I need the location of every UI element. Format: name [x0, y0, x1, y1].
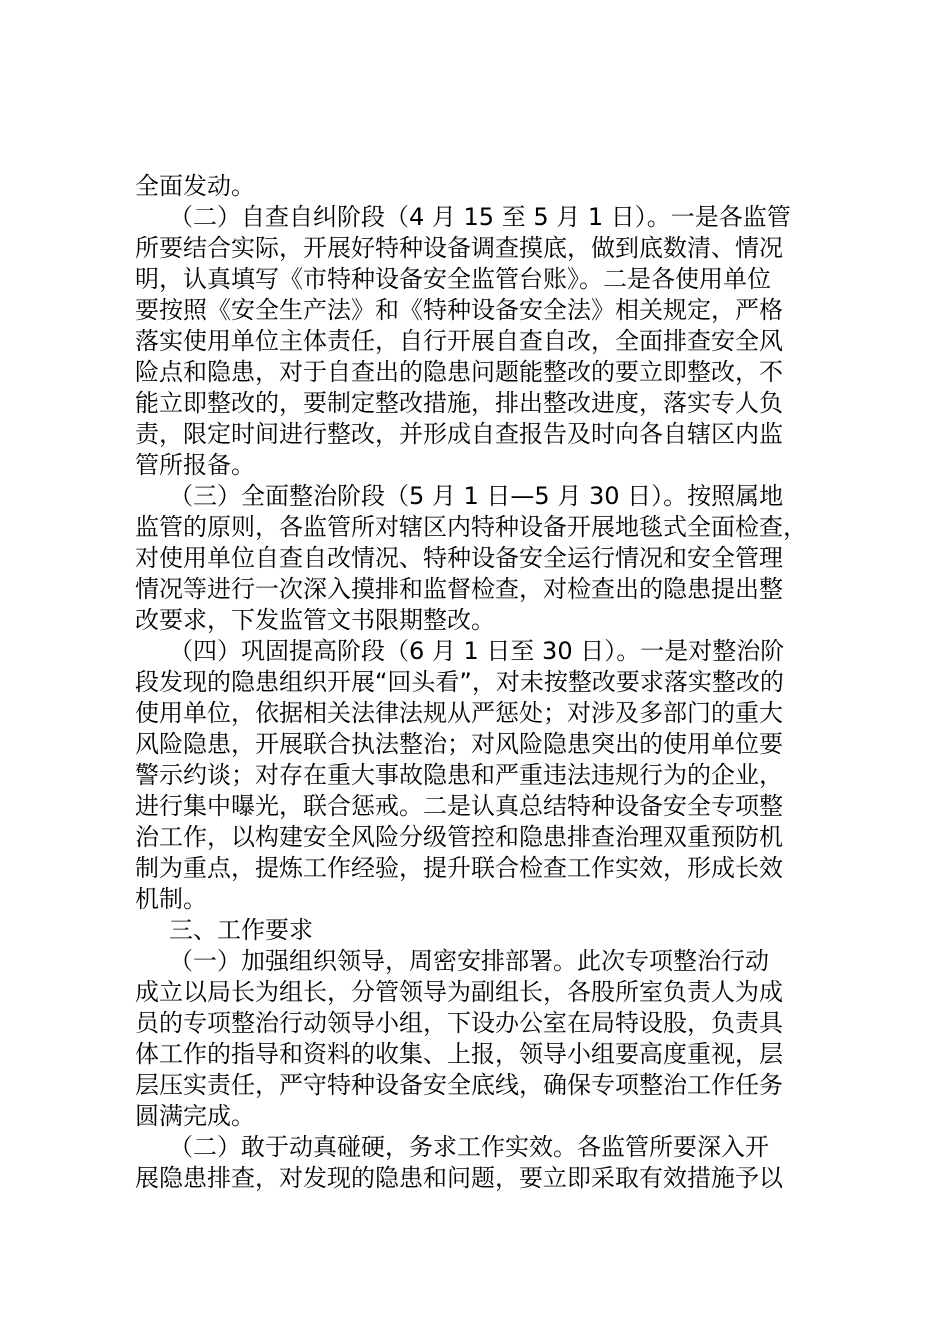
text-line: 对使用单位自查自改情况、特种设备安全运行情况和安全管理 — [135, 544, 783, 572]
text-line: 责，限定时间进行整改，并形成自查报告及时向各自辖区内监 — [135, 420, 783, 448]
text-line: 险点和隐患，对于自查出的隐患问题能整改的要立即整改，不 — [135, 358, 783, 386]
text-line: 所要结合实际，开展好特种设备调查摸底，做到底数清、情况 — [135, 234, 783, 262]
text-line: 警示约谈；对存在重大事故隐患和严重违法违规行为的企业， — [135, 761, 783, 789]
text-line: 能立即整改的，要制定整改措施，排出整改进度，落实专人负 — [135, 389, 783, 417]
text-line: 情况等进行一次深入摸排和监督检查，对检查出的隐患提出整 — [135, 575, 783, 603]
text-line: （三）全面整治阶段（5 月 1 日—5 月 30 日）。按照属地 — [169, 482, 784, 510]
text-line: （一）加强组织领导，周密安排部署。此次专项整治行动 — [169, 947, 769, 975]
text-line: （二）敢于动真碰硬，务求工作实效。各监管所要深入开 — [169, 1133, 769, 1161]
text-line: 三、工作要求 — [169, 916, 313, 944]
text-line: （二）自查自纠阶段（4 月 15 至 5 月 1 日）。一是各监管 — [169, 203, 791, 231]
text-line: （四）巩固提高阶段（6 月 1 日至 30 日）。一是对整治阶 — [169, 637, 785, 665]
text-line: 进行集中曝光，联合惩戒。二是认真总结特种设备安全专项整 — [135, 792, 783, 820]
text-line: 圆满完成。 — [135, 1102, 255, 1130]
text-line: 监管的原则，各监管所对辖区内特种设备开展地毯式全面检查， — [135, 513, 807, 541]
text-line: 改要求，下发监管文书限期整改。 — [135, 606, 495, 634]
text-line: 要按照《安全生产法》和《特种设备安全法》相关规定，严格 — [135, 296, 783, 324]
text-line: 体工作的指导和资料的收集、上报，领导小组要高度重视，层 — [135, 1040, 783, 1068]
text-line: 管所报备。 — [135, 451, 255, 479]
text-line: 治工作，以构建安全风险分级管控和隐患排查治理双重预防机 — [135, 823, 783, 851]
text-line: 全面发动。 — [135, 172, 255, 200]
document-body — [135, 171, 835, 1194]
text-line: 展隐患排查，对发现的隐患和问题，要立即采取有效措施予以 — [135, 1164, 783, 1192]
text-line: 制为重点，提炼工作经验，提升联合检查工作实效，形成长效 — [135, 854, 783, 882]
text-line: 落实使用单位主体责任，自行开展自查自改，全面排查安全风 — [135, 327, 783, 355]
text-line: 员的专项整治行动领导小组，下设办公室在局特设股，负责具 — [135, 1009, 783, 1037]
text-line: 使用单位，依据相关法律法规从严惩处；对涉及多部门的重大 — [135, 699, 783, 727]
text-line: 风险隐患，开展联合执法整治；对风险隐患突出的使用单位要 — [135, 730, 783, 758]
text-line: 成立以局长为组长，分管领导为副组长，各股所室负责人为成 — [135, 978, 783, 1006]
text-line: 明，认真填写《市特种设备安全监管台账》。二是各使用单位 — [135, 265, 771, 293]
text-line: 层压实责任，严守特种设备安全底线，确保专项整治工作任务 — [135, 1071, 783, 1099]
text-line: 机制。 — [135, 885, 207, 913]
text-line: 段发现的隐患组织开展“回头看”，对未按整改要求落实整改的 — [135, 668, 784, 696]
